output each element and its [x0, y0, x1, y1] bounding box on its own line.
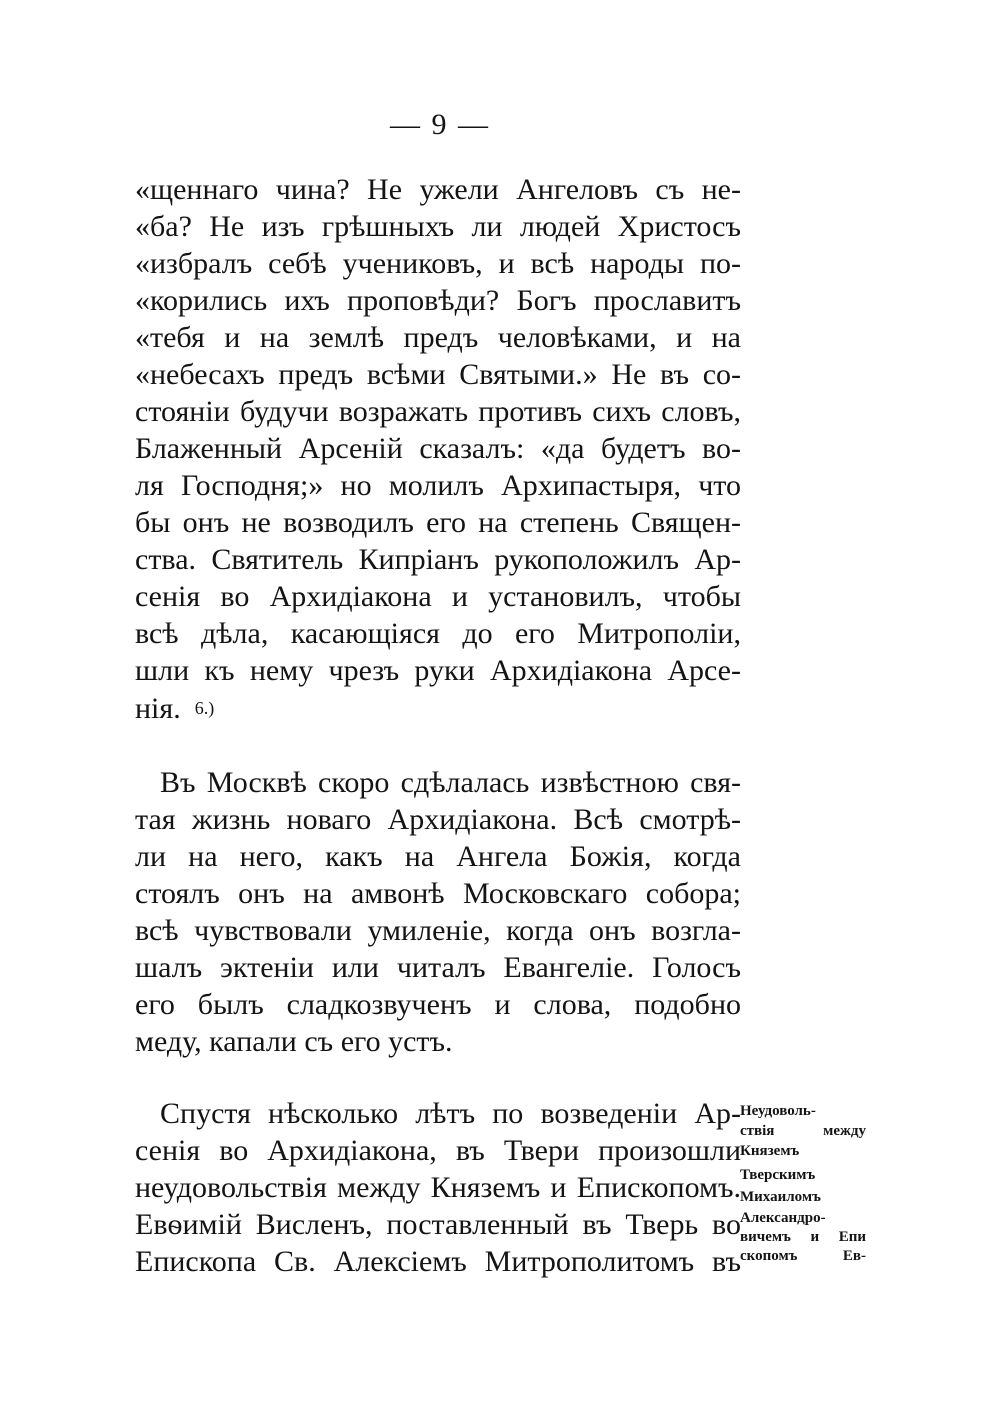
body-line: бы онъ не возводилъ его на степень Священ-: [135, 506, 741, 539]
marginal-note-line: вичемъ и Епи: [740, 1229, 866, 1245]
body-line: «ба? Не изъ грѣшныхъ ли людей Христосъ: [135, 210, 741, 243]
body-line: Спустя нѣсколько лѣтъ по возведеніи Ар-: [160, 1097, 741, 1130]
body-line: Въ Москвѣ скоро сдѣлалась извѣстною свя-: [160, 766, 741, 799]
body-line: всѣ дѣла, касающіяся до его Митрополіи,: [135, 617, 741, 650]
body-line-text: нія.: [135, 692, 181, 725]
body-line: ства. Святитель Кипріанъ рукоположилъ Ар-: [135, 543, 741, 576]
body-line: ли на него, какъ на Ангела Божія, когда: [135, 840, 741, 873]
body-line: Блаженный Арсеній сказалъ: «да будетъ во-: [135, 432, 741, 465]
body-line: сенія во Архидіакона, въ Твери произошли: [135, 1134, 741, 1167]
body-line: стоялъ онъ на амвонѣ Московскаго собора;: [135, 877, 741, 910]
marginal-note-line: Неудоволь-: [740, 1103, 816, 1119]
body-line: тая жизнь новаго Архидіакона. Всѣ смотрѣ-: [135, 803, 741, 836]
marginal-note-line: Михаиломъ: [740, 1189, 821, 1205]
marginal-note-line: скопомъ Ев-: [740, 1248, 866, 1264]
body-line: сенія во Архидіакона и установилъ, чтобы: [135, 580, 741, 613]
body-line: Евѳимій Висленъ, поставленный въ Тверь во: [135, 1208, 741, 1241]
body-line: ля Господня;» но молилъ Архипастыря, что: [135, 469, 741, 502]
body-line: шалъ эктеніи или читалъ Евангеліе. Голосъ: [135, 951, 741, 984]
body-line: «избралъ себѣ учениковъ, и всѣ народы по-: [135, 247, 741, 280]
body-line: стояніи будучи возражать противъ сихъ словъ,: [135, 395, 741, 428]
body-line: всѣ чувствовали умиленіе, когда онъ возгла-: [135, 914, 741, 947]
marginal-note-line: Княземъ: [740, 1143, 800, 1159]
body-line-last: меду, капали съ его устъ.: [135, 1025, 453, 1058]
body-line: его былъ сладкозвученъ и слова, подобно: [135, 988, 741, 1021]
body-line: «тебя и на землѣ предъ человѣками, и на: [135, 321, 741, 354]
body-line: «щеннаго чина? Не ужели Ангеловъ съ не-: [135, 173, 741, 206]
body-line: шли къ нему чрезъ руки Архидіакона Арсе-: [135, 654, 741, 687]
marginal-note-line: Александро-: [740, 1210, 826, 1226]
body-line-last: [135, 690, 741, 726]
marginal-note-line: ствія между: [740, 1123, 866, 1139]
footnote-ref: 6.): [194, 698, 215, 718]
body-line: неудовольствія между Княземъ и Епископомъ.: [135, 1171, 741, 1204]
body-line: «небесахъ предъ всѣми Святыми.» Не въ со-: [135, 358, 741, 391]
marginal-note-line: Тверскимъ: [740, 1167, 816, 1183]
page-number: — 9 —: [390, 108, 490, 141]
body-line: Епископа Св. Алексіемъ Митрополитомъ въ: [135, 1245, 741, 1278]
body-line: «корились ихъ проповѣди? Богъ прославитъ: [135, 284, 741, 317]
